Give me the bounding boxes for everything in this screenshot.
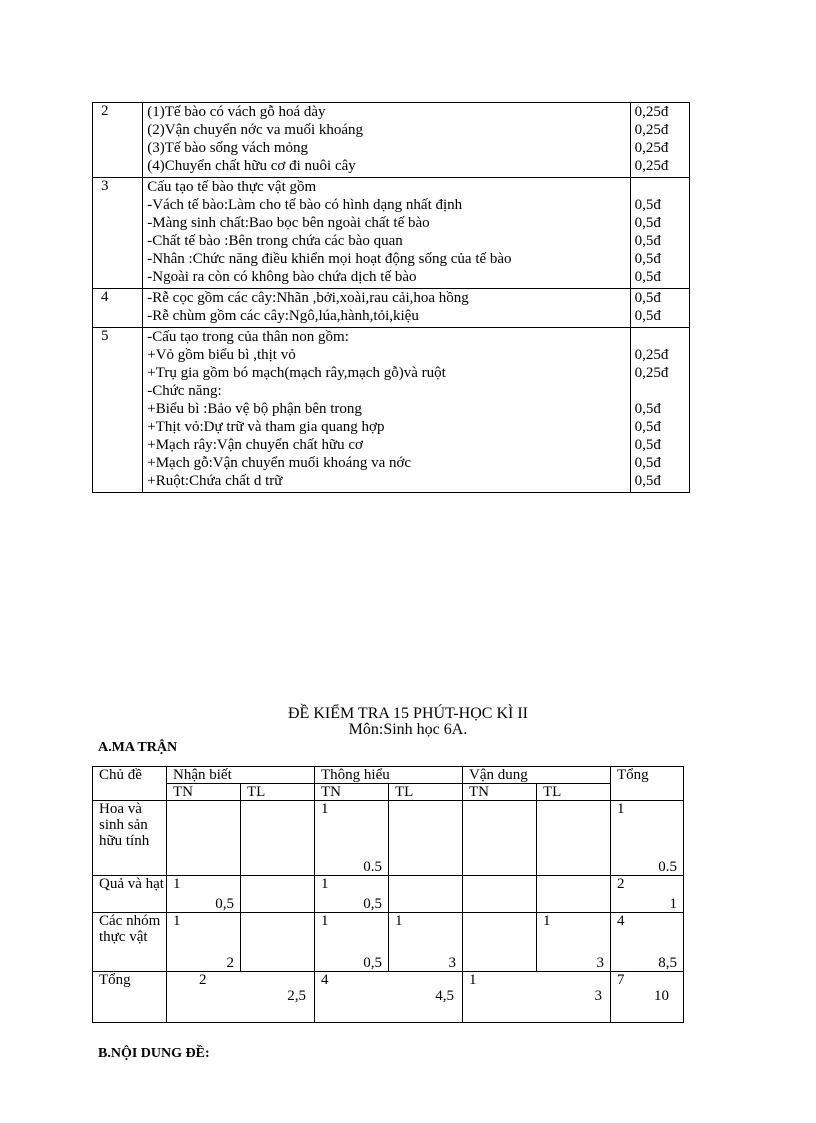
answer-line: +Thịt vỏ:Dự trữ và tham gia quang hợp <box>147 419 385 435</box>
topic-cell: Quả và hạt <box>93 876 167 913</box>
question-count: 1 <box>395 913 403 929</box>
answer-scores <box>630 328 689 493</box>
topic-cell: Hoa và sinh sản hữu tính <box>93 801 167 876</box>
cell-score: 0.5 <box>363 859 383 875</box>
question-count: 2 <box>199 972 207 988</box>
question-count: 1 <box>469 972 477 988</box>
matrix-cell <box>315 913 389 972</box>
cell-score: 3 <box>596 955 605 971</box>
matrix-cell <box>241 876 315 913</box>
question-count: 2 <box>617 876 625 892</box>
level-header: Thông hiểu <box>315 767 463 784</box>
answer-scores <box>630 289 689 328</box>
answer-line: +Mạch rây:Vận chuyển chất hữu cơ <box>147 437 363 453</box>
score-line: 0,5đ <box>634 233 661 249</box>
cell-score: 3 <box>594 988 603 1004</box>
answer-line: -Vách tế bào:Làm cho tế bào có hình dạng nhất định <box>147 197 463 213</box>
answer-line: -Màng sinh chất:Bao bọc bên ngoài chất tế bào <box>147 215 430 231</box>
sub-header: TL <box>537 784 611 801</box>
score-line <box>635 178 689 196</box>
matrix-cell <box>537 913 611 972</box>
total-header: Tổng <box>611 767 684 801</box>
question-count: 7 <box>617 972 625 988</box>
total-cell <box>611 913 684 972</box>
topic-cell: Các nhóm thực vật <box>93 913 167 972</box>
sub-header: TN <box>167 784 241 801</box>
cell-score: 0,5 <box>215 896 234 912</box>
question-count: 4 <box>617 913 625 929</box>
score-line: 0,25đ <box>634 122 669 138</box>
score-line: 0,25đ <box>634 140 669 156</box>
question-count: 1 <box>173 913 181 929</box>
answer-line: (1)Tế bào có vách gỗ hoá dày <box>147 104 326 120</box>
cell-score: 2,5 <box>287 988 307 1004</box>
score-line: 0,5đ <box>634 473 661 489</box>
answer-line: -Chức năng: <box>147 383 222 399</box>
answer-line: +Trụ gia gồm bó mạch(mạch rây,mạch gỗ)và ruột <box>147 365 446 381</box>
cell-score: 0,5 <box>363 896 383 912</box>
cell-score: 8,5 <box>658 955 678 971</box>
answer-line: -Cấu tạo trong của thân non gồm: <box>147 329 349 345</box>
matrix-cell <box>463 913 537 972</box>
question-number: 4 <box>93 289 143 328</box>
answer-line: +Ruột:Chứa chất d trữ <box>147 473 283 489</box>
question-count: 1 <box>321 876 329 892</box>
total-cell <box>611 801 684 876</box>
matrix-row <box>93 801 684 876</box>
answer-line: -Rễ chùm gồm các cây:Ngô,lúa,hành,tỏi,kiệu <box>147 308 419 324</box>
sum-row <box>93 972 684 1023</box>
matrix-cell <box>537 801 611 876</box>
score-line: 0,5đ <box>634 419 661 435</box>
answer-line: (4)Chuyển chất hữu cơ đi nuôi cây <box>147 158 356 174</box>
answer-line: (2)Vận chuyển nớc va muối khoáng <box>147 122 364 138</box>
sum-cell <box>167 972 315 1023</box>
score-line: 0,5đ <box>634 197 661 213</box>
answer-line: -Chất tế bào :Bên trong chứa các bào quan <box>147 233 403 249</box>
answer-line: Cấu tạo tế bào thực vật gồm <box>147 179 317 195</box>
answer-line: +Biểu bì :Bảo vệ bộ phận bên trong <box>147 401 362 417</box>
matrix-cell <box>167 876 241 913</box>
matrix-cell <box>315 801 389 876</box>
answer-content <box>143 178 630 289</box>
score-line <box>635 382 689 400</box>
cell-score: 10 <box>654 988 670 1004</box>
cell-score: 4,5 <box>435 988 455 1004</box>
sub-header: TN <box>463 784 537 801</box>
level-header: Vận dung <box>463 767 611 784</box>
answer-row <box>93 178 690 289</box>
sub-header: TN <box>315 784 389 801</box>
score-line: 0,25đ <box>634 347 669 363</box>
cell-score: 0,5 <box>363 955 383 971</box>
matrix-table <box>92 766 684 1023</box>
sum-total <box>611 972 684 1023</box>
matrix-label: A.MA TRẬN <box>98 740 178 755</box>
answer-content <box>143 328 630 493</box>
exam-subject: Môn:Sinh học 6A. <box>348 721 468 738</box>
score-line: 0,5đ <box>634 308 661 324</box>
matrix-cell <box>463 801 537 876</box>
sub-header: TL <box>241 784 315 801</box>
matrix-cell <box>537 876 611 913</box>
answer-scores <box>630 103 689 178</box>
corner-header: Chủ đề <box>93 767 167 801</box>
matrix-cell <box>389 876 463 913</box>
matrix-cell <box>463 876 537 913</box>
matrix-cell <box>389 801 463 876</box>
score-line: 0,5đ <box>634 269 661 285</box>
answer-line: (3)Tế bào sống vách mỏng <box>147 140 309 156</box>
matrix-row <box>93 876 684 913</box>
answer-line: +Mạch gỗ:Vận chuyển muối khoáng va nớc <box>147 455 412 471</box>
question-count: 1 <box>321 801 329 817</box>
question-count: 1 <box>173 876 181 892</box>
score-line: 0,5đ <box>634 401 661 417</box>
question-number: 3 <box>93 178 143 289</box>
answer-line: +Vỏ gồm biểu bì ,thịt vỏ <box>147 347 296 363</box>
total-cell <box>611 876 684 913</box>
matrix-cell <box>167 913 241 972</box>
sum-cell <box>463 972 611 1023</box>
sub-header: TL <box>389 784 463 801</box>
answer-scores <box>630 178 689 289</box>
score-line: 0,5đ <box>634 290 661 306</box>
matrix-cell <box>241 801 315 876</box>
answer-content <box>143 289 630 328</box>
question-count: 4 <box>321 972 329 988</box>
cell-score: 3 <box>448 955 457 971</box>
score-line: 0,25đ <box>634 104 669 120</box>
question-count: 1 <box>321 913 329 929</box>
cell-score: 0.5 <box>658 859 678 875</box>
sum-label: Tổng <box>93 972 167 1023</box>
matrix-cell <box>315 876 389 913</box>
score-line: 0,5đ <box>634 251 661 267</box>
score-line: 0,5đ <box>634 455 661 471</box>
score-line: 0,25đ <box>634 365 669 381</box>
answer-row <box>93 328 690 493</box>
question-number: 5 <box>93 328 143 493</box>
cell-score: 1 <box>669 896 678 912</box>
matrix-cell <box>389 913 463 972</box>
content-label: B.NỘI DUNG ĐỀ: <box>98 1046 210 1061</box>
exam-title: ĐỀ KIỂM TRA 15 PHÚT-HỌC KÌ II <box>288 705 528 722</box>
matrix-row <box>93 913 684 972</box>
answer-row <box>93 103 690 178</box>
score-line: 0,5đ <box>634 437 661 453</box>
answer-line: -Ngoài ra còn có không bào chứa dịch tế bào <box>147 269 417 285</box>
matrix-cell <box>241 913 315 972</box>
answer-row <box>93 289 690 328</box>
score-line: 0,25đ <box>634 158 669 174</box>
answer-content <box>143 103 630 178</box>
question-count: 1 <box>617 801 625 817</box>
matrix-cell <box>167 801 241 876</box>
answer-table <box>92 102 690 493</box>
score-line: 0,5đ <box>634 215 661 231</box>
question-number: 2 <box>93 103 143 178</box>
answer-line: -Rễ cọc gồm các cây:Nhãn ,bởi,xoài,rau cải,hoa hồng <box>147 290 469 306</box>
answer-line: -Nhân :Chức năng điều khiển mọi hoạt động sống của tế bào <box>147 251 512 267</box>
sum-cell <box>315 972 463 1023</box>
score-line <box>635 328 689 346</box>
cell-score: 2 <box>226 955 234 971</box>
question-count: 1 <box>543 913 551 929</box>
level-header: Nhận biết <box>167 767 315 784</box>
